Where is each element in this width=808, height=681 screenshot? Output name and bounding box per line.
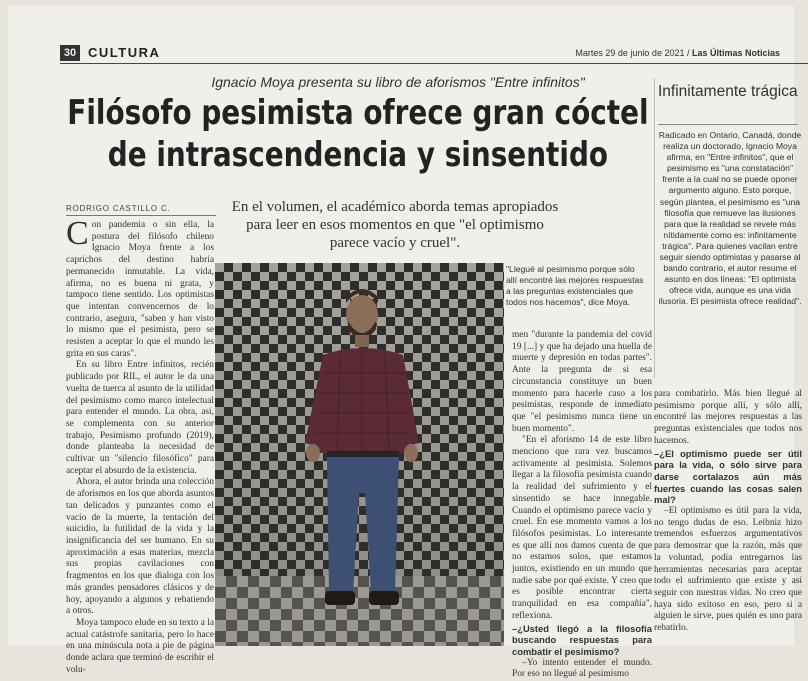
paragraph: men "durante la pandemia del covid 19 [...] y que ha dejado una huella de muerte y depresión en todas partes". Ante la pregunta de si esa circunstancia constituye un buen momento para hacerle caso a los pesimistas, responde de inmediato que "el pesimismo nunca tiene un buen momento".	[512, 330, 652, 434]
date-text: Martes 29 de junio de 2021 /	[575, 48, 692, 58]
interview-question: –¿El optimismo puede ser útil para la vida, o sólo sirve para darse cortalazos aún más fuertes cuando las cosas salen mal?	[654, 447, 802, 506]
paragraph: Ahora, el autor brinda una colección de aforismos en los que aborda asuntos tan delicados y punzantes como el vacío de la muerte, la tentación del suicidio, la futilidad de la vida y la insignificancia del ser humano. En su aproximación a esas materias, mezcla sus propias cavilaciones con fragmentos en los que dialoga con los más grandes pensadores clásicos y de hoy, apoyando a algunos y rebatiendo a otros.	[66, 477, 214, 617]
article-deck: En el volumen, el académico aborda temas apropiados para leer en esos momentos en que "el optimismo parece vacío y cruel".	[231, 199, 559, 251]
page-number: 30	[60, 45, 80, 61]
sidebar-rule	[658, 124, 798, 125]
interview-question: –¿Usted llegó a la filosofía buscando respuestas para combatir el pesimismo?	[512, 622, 652, 657]
header-rule	[60, 42, 808, 64]
drop-cap: C	[66, 215, 89, 252]
paragraph: "En el aforismo 14 de este libro menciono que rara vez buscamos activamente al pesimista. Solemos llegar a la filosofía pesimista cuando la realidad del sufrimiento y el sinsentido se hace innegable. Cuando el optimismo parece vacío y cruel. En ese momento vamos a los filósofos pesimistas. Lo interesante es que allí nos damos cuenta de que no estamos solos, que estamos juntos, existiendo en un mundo que nadie sabe por qué existe. Y creo que es posible encontrar cierta tranquilidad en esa compañía", reflexiona.	[512, 435, 652, 621]
byline: RODRIGO CASTILLO C.	[66, 204, 171, 213]
article-kicker: Ignacio Moya presenta su libro de aforismos "Entre infinitos"	[211, 74, 585, 90]
paragraph: –Yo intento entender el mundo. Por eso no llegué al pesimismo	[512, 657, 652, 680]
article-headline: Filósofo pesimista ofrece gran cóctel de intrascendencia y sinsentido	[67, 93, 649, 175]
author-photo	[215, 263, 504, 646]
paragraph: Moya tampoco elude en su texto a la actual catástrofe sanitaria, pero lo hace en una minúscula nota a pie de página donde aclara que terminó de escribir el volu-	[66, 617, 214, 675]
photo-caption: "Llegué al pesimismo porque sólo allí encontré las mejores respuestas a las preguntas existenciales que todos nos hacemos", dice Moya.	[506, 264, 644, 307]
sidebar-title: Infinitamente trágica	[658, 83, 798, 100]
body-column-2	[512, 330, 652, 680]
body-column-1	[66, 215, 214, 675]
man-figure	[215, 263, 504, 646]
paragraph: on pandemia o sin ella, la postura del filósofo chileno Ignacio Moya frente a los caprichos del destino habría permanecido inmutable. La vida, afirma, no es buena ni grata, y tampoco tiene sentido. Los optimistas que intentan convencernos de lo contrario, asegura, "saben y han visto lo mismo que el pesimista, pero se resisten a aceptar lo que el mundo les grita en sus caras".	[66, 220, 214, 359]
body-column-3	[654, 389, 802, 649]
section-label: CULTURA	[88, 45, 161, 60]
paragraph: para combatirlo. Más bien llegué al pesimismo porque allí, y sólo allí, encontré las mejores respuestas a las preguntas existenciales que todos nos hacemos.	[654, 389, 802, 446]
publication-name: Las Últimas Noticias	[691, 48, 780, 58]
newspaper-page	[8, 6, 802, 680]
paragraph: En su libro Entre infinitos, recién publicado por RIL, el autor le da una vuelta de tuerca al asunto de la utilidad del pesimismo como marco intelectual para entender el mundo. La obra, así, se complementa con su anterior trabajo, Pesimismo profundo (2019), donde planteaba la necesidad de cultivar un "silencio filosófico" para aceptar el absurdo de la existencia.	[66, 360, 214, 476]
paragraph: –El optimismo es útil para la vida, no tengo dudas de eso. Leibniz hizo tremendos esfuerzos argumentativos para demostrar que la razón, más que la voluntad, podía entregarnos las herramientas necesarias para aceptar todo el sufrimiento que existe y así seguir con nuestras vidas. No creo que haya sido exitoso en eso, pero si a alguien le sirve, pues quién es uno para rebatirlo.	[654, 506, 802, 634]
sidebar-text: Radicado en Ontario, Canadá, donde realiza un doctorado, Ignacio Moya afirma, en "Entre infinitos", que el pesimismo es "una constatación" frente a la cual no se puede oponer argumento alguno. Esto porque, según plantea, el pesimismo es "una filosofía que remueve las ilusiones para que la realidad se revele más nítidamente como es: infinitamente trágica". Para quienes vacilan entre seguir siendo optimistas y pasarse al bando contrario, el autor resume el asunto en dos líneas: "El optimista ofrece vida, aunque es una vida ilusoria. El pesimista ofrece realidad".	[658, 130, 802, 307]
